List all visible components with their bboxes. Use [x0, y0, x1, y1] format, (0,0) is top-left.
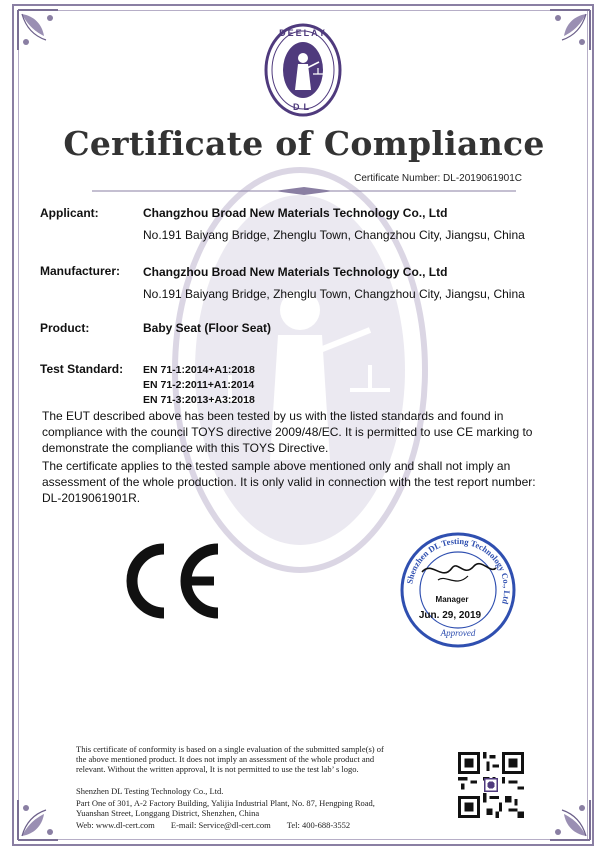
manufacturer-address: No.191 Baiyang Bridge, Zhenglu Town, Changzhou City, Jiangsu, China [143, 287, 525, 301]
seal-approved-text: Approved [440, 628, 476, 638]
lab-website: Web: www.dl-cert.com [76, 820, 155, 830]
test-standard-item: EN 71-3:2013+A3:2018 [143, 394, 255, 406]
logo-top-text: DEELAY [279, 28, 327, 38]
lab-address-line: Part One of 301, A-2 Factory Building, Yalijia Industrial Plant, No. 87, Hengping Road, [76, 798, 375, 808]
corner-ornament-bottom-right [538, 788, 594, 844]
corner-ornament-top-right [538, 6, 594, 62]
seal-date-text: Jun. 29, 2019 [418, 610, 482, 621]
paragraph-line: The certificate applies to the tested sample above mentioned only and shall not imply an [42, 459, 511, 473]
ce-mark [118, 541, 228, 621]
lab-contact [76, 820, 364, 830]
logo-bottom-text: DL [293, 102, 313, 112]
paragraph-line: DL-2019061901R. [42, 491, 141, 505]
test-standard-item: EN 71-1:2014+A1:2018 [143, 364, 255, 376]
lab-address-line: Yuanshan Street, Longgang District, Shenzhen, China [76, 808, 260, 818]
paragraph-line: compliance with the council TOYS directive 2009/48/EC. It is permitted to use CE marking to [42, 425, 533, 439]
certificate-title: Certificate of Compliance [63, 124, 545, 163]
title-divider [92, 186, 516, 196]
compliance-paragraph [42, 408, 554, 456]
applicant-address: No.191 Baiyang Bridge, Zhenglu Town, Changzhou City, Jiangsu, China [143, 228, 525, 242]
lab-email: E-mail: Service@dl-cert.com [170, 820, 271, 830]
corner-ornament-bottom-left [14, 788, 70, 844]
disclaimer-line: the above mentioned product. It does not imply an assessment of the whole product and [76, 754, 375, 764]
lab-phone: Tel: 400-688-3552 [286, 820, 351, 830]
deelay-logo [263, 22, 343, 118]
paragraph-line: The EUT described above has been tested by us with the listed standards and found in [42, 409, 504, 423]
manufacturer-name: Changzhou Broad New Materials Technology Co., Ltd [143, 265, 448, 279]
product-value: Baby Seat (Floor Seat) [143, 321, 272, 335]
qr-code [458, 752, 524, 818]
approval-seal [398, 530, 518, 650]
disclaimer [76, 744, 436, 774]
test-standard-item: EN 71-2:2011+A1:2014 [143, 379, 255, 391]
applicant-label: Applicant: [40, 206, 99, 220]
certificate-number: Certificate Number: DL-2019061901C [354, 173, 522, 184]
product-label: Product: [40, 321, 90, 335]
validity-paragraph [42, 458, 554, 506]
seal-ring-text: Shenzhen DL Testing Technology Co., Ltd [404, 535, 513, 606]
seal-role-text: Manager [435, 595, 469, 604]
lab-company-name: Shenzhen DL Testing Technology Co., Ltd. [76, 786, 224, 796]
applicant-name: Changzhou Broad New Materials Technology Co., Ltd [143, 206, 448, 220]
disclaimer-line: This certificate of conformity is based on a single evaluation of the submitted sample(s) of [76, 744, 384, 754]
paragraph-line: demonstrate the compliance with this TOYS Directive. [42, 441, 329, 455]
test-standard-label: Test Standard: [40, 362, 124, 376]
manufacturer-label: Manufacturer: [40, 264, 121, 278]
corner-ornament-top-left [14, 6, 70, 62]
disclaimer-line: relevant. Without the written approval, It is not permitted to use the test lab’ s logo. [76, 764, 359, 774]
paragraph-line: assessment of the whole production. It is only valid in connection with the test report number: [42, 475, 536, 489]
